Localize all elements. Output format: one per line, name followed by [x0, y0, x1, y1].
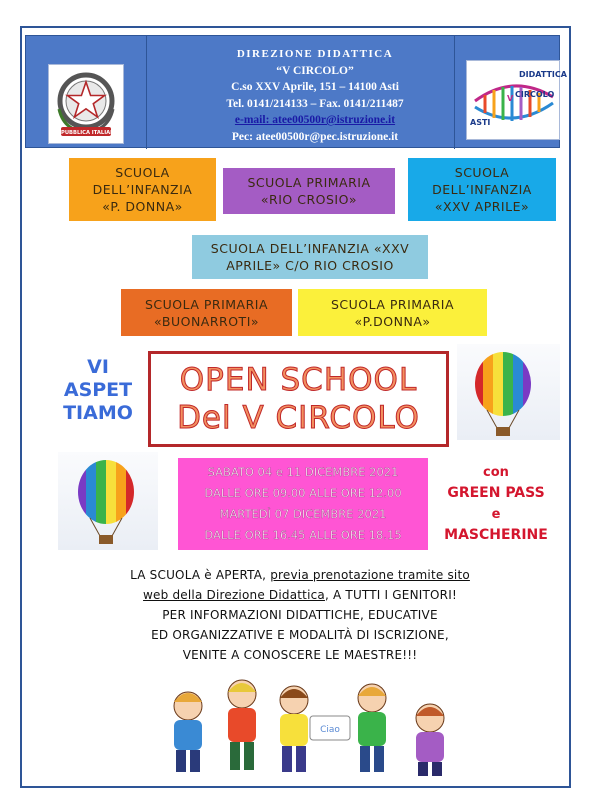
email-link[interactable]: atee00500r@istruzione.it [272, 114, 396, 126]
school-box-text: «P. DONNA» [102, 199, 183, 214]
requirements-line: e [491, 507, 501, 522]
school-box-primaria-p-donna [298, 289, 487, 336]
header-line-1: DIREZIONE DIDATTICA [236, 48, 394, 60]
email-prefix: e-mail: [234, 114, 273, 126]
info-line [60, 585, 540, 605]
page-subtitle: Del V CIRCOLO [177, 400, 420, 436]
emblem-label: REPUBBLICA ITALIANA [53, 130, 119, 136]
requirements-text [432, 462, 560, 546]
open-school-title-box [148, 351, 449, 447]
header-line-2: “V CIRCOLO” [276, 64, 354, 77]
school-box-text: «XXV APRILE» [434, 199, 530, 214]
italian-republic-emblem [48, 64, 124, 144]
hot-air-balloon-icon [58, 452, 158, 550]
info-text: , A TUTTI I GENITORI! [324, 588, 457, 602]
circolo-logo [466, 60, 567, 140]
info-link-text[interactable]: previa prenotazione tramite sito [270, 568, 470, 582]
info-text: LA SCUOLA è APERTA, [130, 568, 271, 582]
balloon-image-left [58, 452, 158, 550]
requirements-line: GREEN PASS [447, 485, 545, 501]
info-line: VENITE A CONOSCERE LE MAESTRE!!! [182, 648, 418, 662]
school-address [154, 46, 476, 145]
logo-text-middle: CIRCOLO [515, 90, 555, 99]
welcome-text [56, 356, 140, 425]
info-line: ED ORGANIZZATIVE E MODALITÀ DI ISCRIZIONE, [151, 628, 449, 642]
info-line: PER INFORMAZIONI DIDATTICHE, EDUCATIVE [162, 608, 438, 622]
kids-sign-text: Ciao [320, 725, 340, 735]
header-phone: Tel. 0141/214133 – Fax. 0141/211487 [226, 97, 404, 110]
children-clipart-icon [160, 668, 470, 780]
school-box-text: SCUOLA DELL’INFANZIA «XXV [210, 241, 410, 256]
header-pec: Pec: atee00500r@pec.istruzione.it [231, 130, 399, 143]
info-paragraph [60, 565, 540, 665]
page-title: OPEN SCHOOL [179, 362, 418, 398]
hot-air-balloon-icon [457, 344, 560, 440]
requirements-line: MASCHERINE [444, 527, 548, 543]
open-school-dates [178, 458, 428, 550]
info-line [60, 565, 540, 585]
circolo-logo-icon [467, 61, 567, 139]
welcome-line: TIAMO [63, 402, 133, 424]
info-link-text[interactable]: web della Direzione Didattica [143, 588, 325, 602]
children-illustration [160, 668, 470, 780]
school-box-infanzia-xxv-aprile-rio-crosio [192, 235, 428, 279]
header-email-row [154, 112, 476, 129]
welcome-line: ASPET [63, 379, 133, 401]
logo-text-left: ASTI [470, 118, 491, 127]
welcome-line: VI [87, 356, 109, 378]
school-box-text: SCUOLA PRIMARIA [330, 296, 455, 312]
school-box-primaria-rio-crosio [223, 168, 395, 214]
school-box-text: SCUOLA [454, 165, 510, 180]
time-line: DALLE ORE 16.45 ALLE ORE 18.15 [204, 528, 402, 542]
school-box-text: SCUOLA [115, 165, 170, 180]
balloon-image-right [457, 344, 560, 440]
school-box-text: APRILE» C/O RIO CROSIO [226, 258, 394, 273]
school-box-text: DELL’INFANZIA [92, 182, 193, 197]
header-address: C.so XXV Aprile, 151 – 14100 Asti [231, 81, 399, 93]
header-divider [146, 36, 147, 149]
time-line: DALLE ORE 09.00 ALLE ORE 12.00 [204, 486, 402, 500]
school-box-primaria-buonarroti [121, 289, 292, 336]
header-banner [25, 35, 567, 148]
emblem-icon [53, 69, 119, 139]
school-box-text: «P.DONNA» [354, 313, 431, 329]
school-box-infanzia-p-donna [69, 158, 216, 221]
school-box-text: SCUOLA PRIMARIA [144, 296, 269, 312]
logo-text-v: V [507, 94, 514, 103]
requirements-line: con [483, 465, 509, 480]
school-box-text: DELL’INFANZIA [432, 182, 532, 197]
school-box-text: «BUONARROTI» [153, 313, 260, 329]
date-line: SABATO 04 e 11 DICEMBRE 2021 [207, 465, 399, 479]
school-box-infanzia-xxv-aprile [408, 158, 556, 221]
school-box-text: «RIO CROSIO» [260, 192, 358, 207]
school-box-text: SCUOLA PRIMARIA [247, 175, 371, 190]
logo-text-top: DIDATTICA [519, 70, 567, 79]
date-line: MARTEDÌ 07 DICEMBRE 2021 [219, 507, 387, 521]
